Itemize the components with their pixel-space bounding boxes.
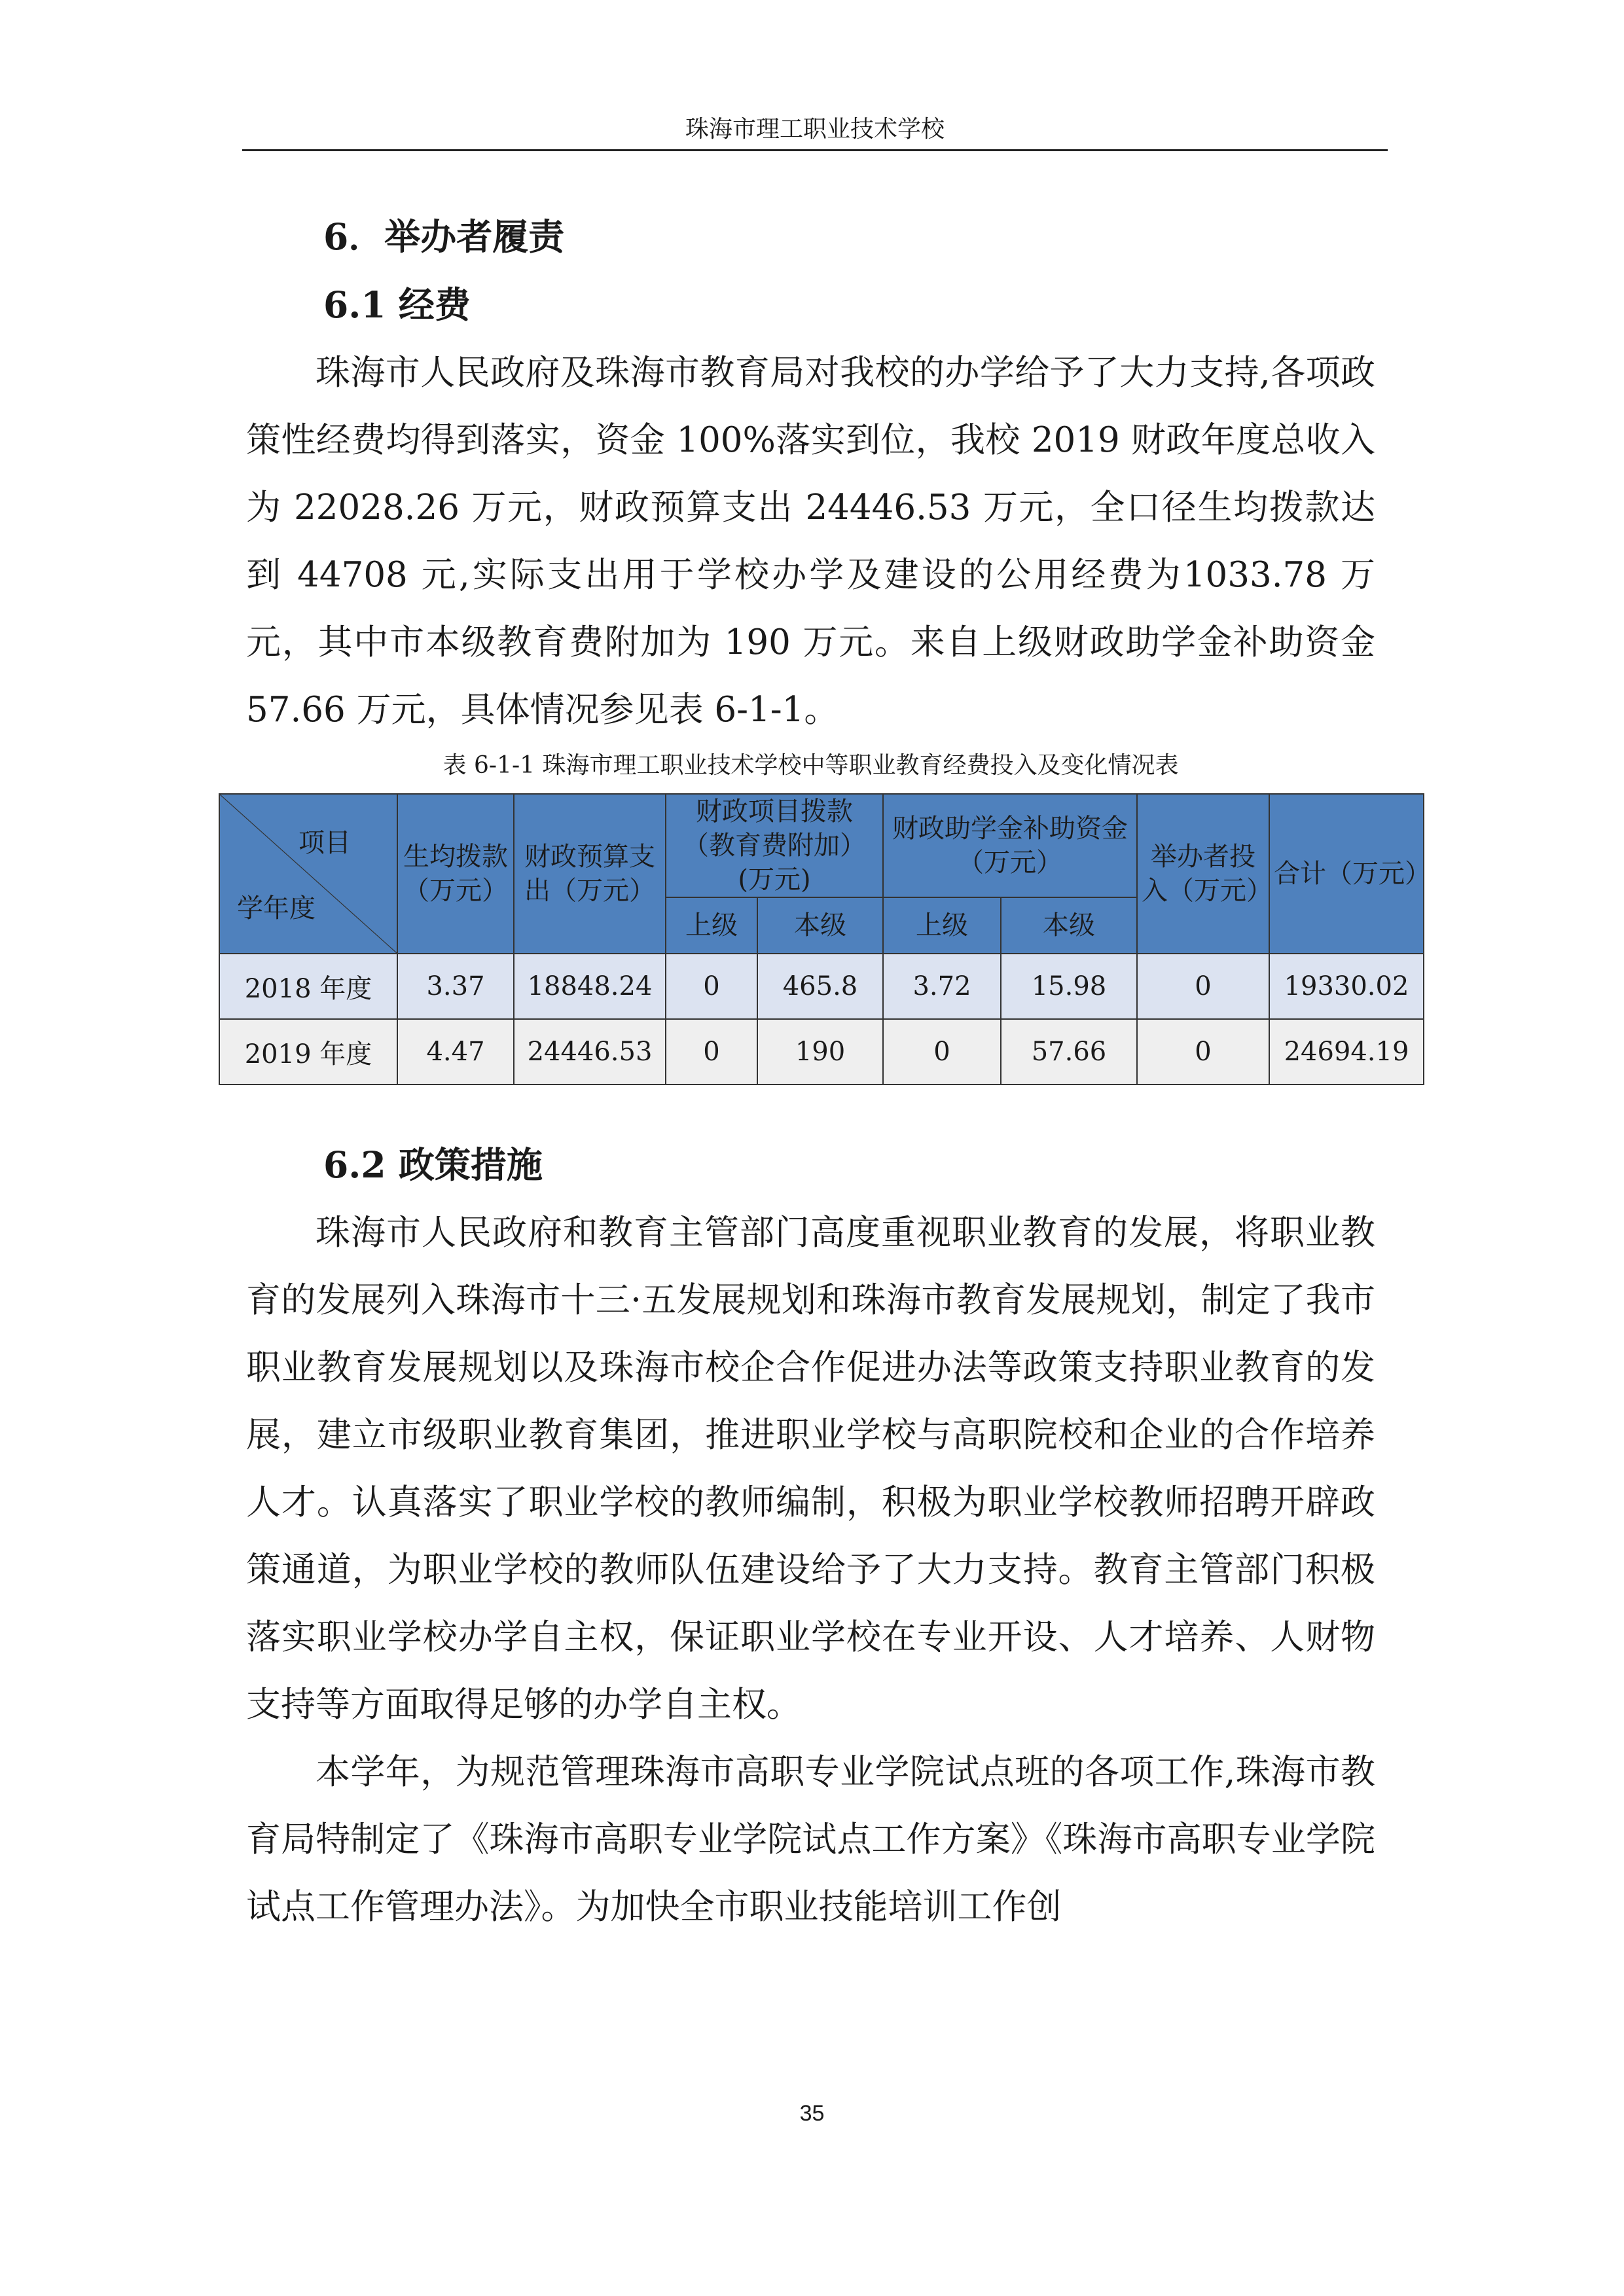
table-cell: 465.8	[757, 954, 883, 1019]
page-number: 35	[799, 2101, 825, 2126]
table-cell: 0	[1137, 1019, 1269, 1085]
table-corner-cell	[219, 794, 397, 954]
section-6-1-heading: 6.1 经费	[323, 283, 471, 326]
funding-table	[219, 793, 1431, 1085]
table-cell: 24446.53	[514, 1019, 666, 1085]
subheader-local: 本级	[1001, 897, 1137, 954]
section-6-2-paragraph-2: 本学年，为规范管理珠海市高职专业学院试点班的各项工作,珠海市教育局特制定了《珠海市高职专业学院试点工作方案》《珠海市高职专业学院试点工作管理办法》。为加快全市职业技能培训工作创	[246, 1752, 1375, 1927]
page-header: 珠海市理工职业技术学校	[242, 110, 1388, 151]
header-budget: 财政预算支出（万元）	[514, 794, 666, 954]
header-sponsor: 举办者投入（万元）	[1137, 794, 1269, 954]
table-cell: 2018 年度	[219, 954, 397, 1019]
table-cell: 3.72	[883, 954, 1001, 1019]
corner-label-item: 项目	[298, 828, 351, 858]
table-row	[219, 954, 1424, 1019]
table-cell: 0	[666, 954, 757, 1019]
header-project-funding: 财政项目拨款（教育费附加）(万元)	[666, 794, 883, 897]
subheader-upper: 上级	[883, 897, 1001, 954]
table-cell: 24694.19	[1269, 1019, 1424, 1085]
table-row	[219, 1019, 1424, 1085]
corner-label-year: 学年度	[237, 893, 316, 924]
table-cell: 3.37	[397, 954, 514, 1019]
table-cell: 19330.02	[1269, 954, 1424, 1019]
table-cell: 190	[757, 1019, 883, 1085]
table-cell: 0	[666, 1019, 757, 1085]
table-caption: 表 6-1-1 珠海市理工职业技术学校中等职业教育经费投入及变化情况表	[442, 752, 1179, 779]
section-6-1-paragraph: 珠海市人民政府及珠海市教育局对我校的办学给予了大力支持,各项政策性经费均得到落实，资金 100%落实到位，我校 2019 财政年度总收入为 22028.26 万元，财政预算支出 24446.53 万元，全口径生均拨款达到 44708 元,实际支出用于学校办学及建设的公用经费为1033.78 万元，其中市本级教育费附加为 190 万元。来自上级财政助学金补助资金 57.66 万元，具体情况参见表 6-1-1。	[246, 353, 1375, 730]
section-6-2-paragraph-1: 珠海市人民政府和教育主管部门高度重视职业教育的发展，将职业教育的发展列入珠海市十三·五发展规划和珠海市教育发展规划，制定了我市职业教育发展规划以及珠海市校企合作促进办法等政策支持职业教育的发展，建立市级职业教育集团，推进职业学校与高职院校和企业的合作培养人才。认真落实了职业学校的教师编制，积极为职业学校教师招聘开辟政策通道，为职业学校的教师队伍建设给予了大力支持。教育主管部门积极落实职业学校办学自主权，保证职业学校在专业开设、人才培养、人财物支持等方面取得足够的办学自主权。	[246, 1213, 1375, 1725]
page-content	[237, 203, 1431, 1941]
header-total: 合计（万元）	[1269, 794, 1424, 954]
table-cell: 15.98	[1001, 954, 1137, 1019]
table-cell: 4.47	[397, 1019, 514, 1085]
table-cell: 0	[1137, 954, 1269, 1019]
header-grant-funding: 财政助学金补助资金（万元）	[883, 794, 1137, 897]
table-cell: 57.66	[1001, 1019, 1137, 1085]
table-cell: 0	[883, 1019, 1001, 1085]
subheader-local: 本级	[757, 897, 883, 954]
diagonal-line	[220, 795, 397, 953]
section-6-heading: 6．举办者履责	[323, 215, 565, 258]
table-cell: 18848.24	[514, 954, 666, 1019]
subheader-upper: 上级	[666, 897, 757, 954]
table-cell: 2019 年度	[219, 1019, 397, 1085]
section-6-2-heading: 6.2 政策措施	[323, 1143, 543, 1186]
header-per-student: 生均拨款（万元）	[397, 794, 514, 954]
